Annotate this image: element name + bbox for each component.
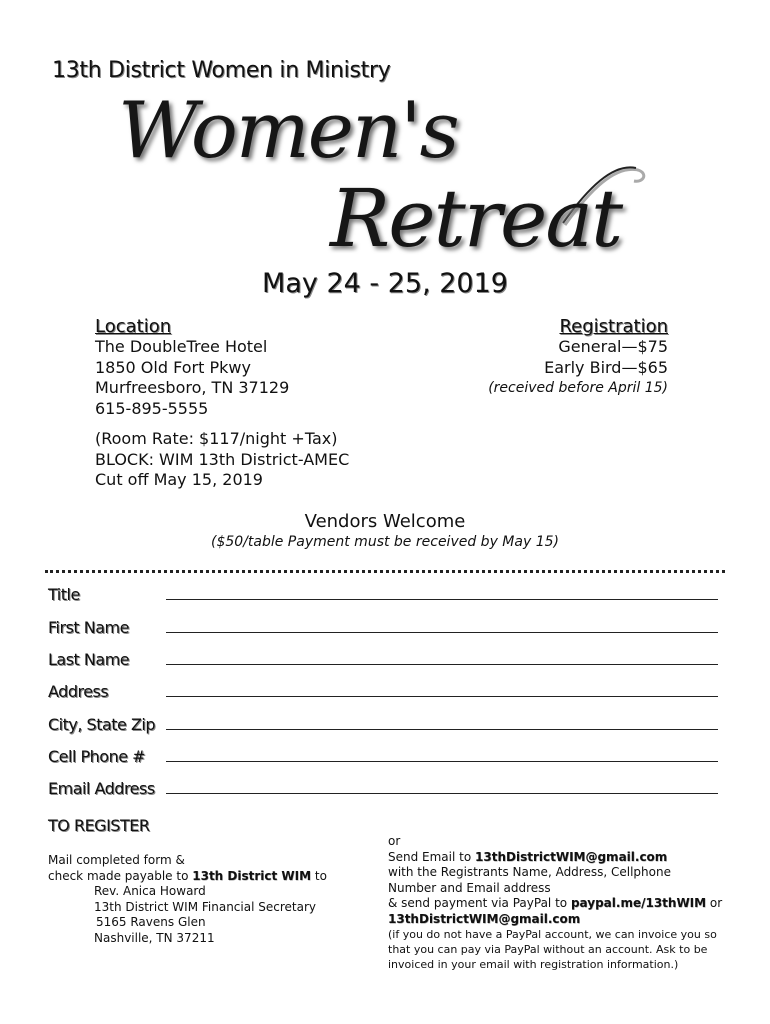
payable-pre: check made payable to [48,868,193,883]
field-label: Email Address [48,779,155,798]
mail-instructions [48,853,348,946]
location-line: The DoubleTree Hotel [95,337,268,356]
first-name-field[interactable] [166,616,718,633]
field-label: Cell Phone # [48,747,146,766]
paypal-pre: & send payment via PayPal to [388,896,571,910]
mail-line [48,869,348,885]
location-line: 1850 Old Fort Pkwy [95,357,251,377]
mail-address-line: Rev. Anica Howard [94,884,206,898]
paypal-line [388,896,728,912]
field-label: First Name [48,618,129,637]
paypal-link[interactable]: paypal.me/13thWIM [570,896,707,910]
field-label: Title [48,585,80,604]
field-label: City, State Zip [48,715,156,734]
title-field[interactable] [166,583,718,600]
location-heading: Location [95,316,172,337]
city-state-zip-field[interactable] [166,713,718,730]
price-early-bird: Early Bird—$65 [544,357,668,377]
location-phone: 615-895-5555 [95,398,209,418]
location-line: Murfreesboro, TN 37129 [95,378,290,397]
title-womens: Women's [118,86,458,176]
registration-heading: Registration [559,316,668,337]
org-name: 13th District Women in Ministry [52,58,391,83]
room-cutoff: Cut off May 15, 2019 [95,470,263,489]
email-line: Number and Email address [388,880,551,895]
dotted-divider [45,570,725,573]
email-address-field[interactable] [166,777,718,794]
early-bird-note: (received before April 15) [488,380,668,396]
registration-block [348,316,668,399]
paypal-email-link[interactable]: 13thDistrictWIM@gmail.com [388,911,581,926]
form-row-cell-phone [48,742,718,766]
address-field[interactable] [166,680,718,697]
mail-line: Mail completed form & [48,853,185,867]
email-line: with the Registrants Name, Address, Cellphone [388,865,671,879]
mail-address-line: 13th District WIM Financial Secretary [94,899,316,914]
form-row-email [48,774,718,798]
cell-phone-field[interactable] [166,745,718,762]
form-row-first-name [48,613,718,637]
room-rate: (Room Rate: $117/night +Tax) [95,429,338,448]
form-row-last-name [48,645,718,669]
field-label: Address [48,682,109,701]
email-link[interactable]: 13thDistrictWIM@gmail.com [475,849,668,864]
form-row-title [48,580,718,604]
paypal-or: or [706,896,723,910]
room-block: BLOCK: WIM 13th District-AMEC [95,449,350,469]
or-text: or [388,834,401,848]
price-general: General—$75 [558,337,668,356]
email-instructions [388,834,728,972]
to-register-heading: TO REGISTER [48,816,150,835]
form-row-city-state-zip [48,710,718,734]
email-line [388,850,728,866]
email-pre: Send Email to [388,849,476,864]
event-date: May 24 - 25, 2019 [262,268,508,299]
last-name-field[interactable] [166,648,718,665]
form-row-address [48,677,718,701]
title-retreat: Retreat [330,172,622,265]
field-label: Last Name [48,650,130,669]
vendors-note: ($50/table Payment must be received by May 15) [211,534,559,550]
mail-address-line: Nashville, TN 37211 [94,930,215,945]
mail-address-line: 5165 Ravens Glen [96,915,206,929]
vendors-title: Vendors Welcome [304,511,466,532]
payable-name: 13th District WIM [192,868,312,883]
payable-post: to [311,868,327,883]
paypal-note: (if you do not have a PayPal account, we can invoice you so that you can pay via PayPal without an account. Ask to be invoiced in your email with registration information.) [388,928,717,971]
